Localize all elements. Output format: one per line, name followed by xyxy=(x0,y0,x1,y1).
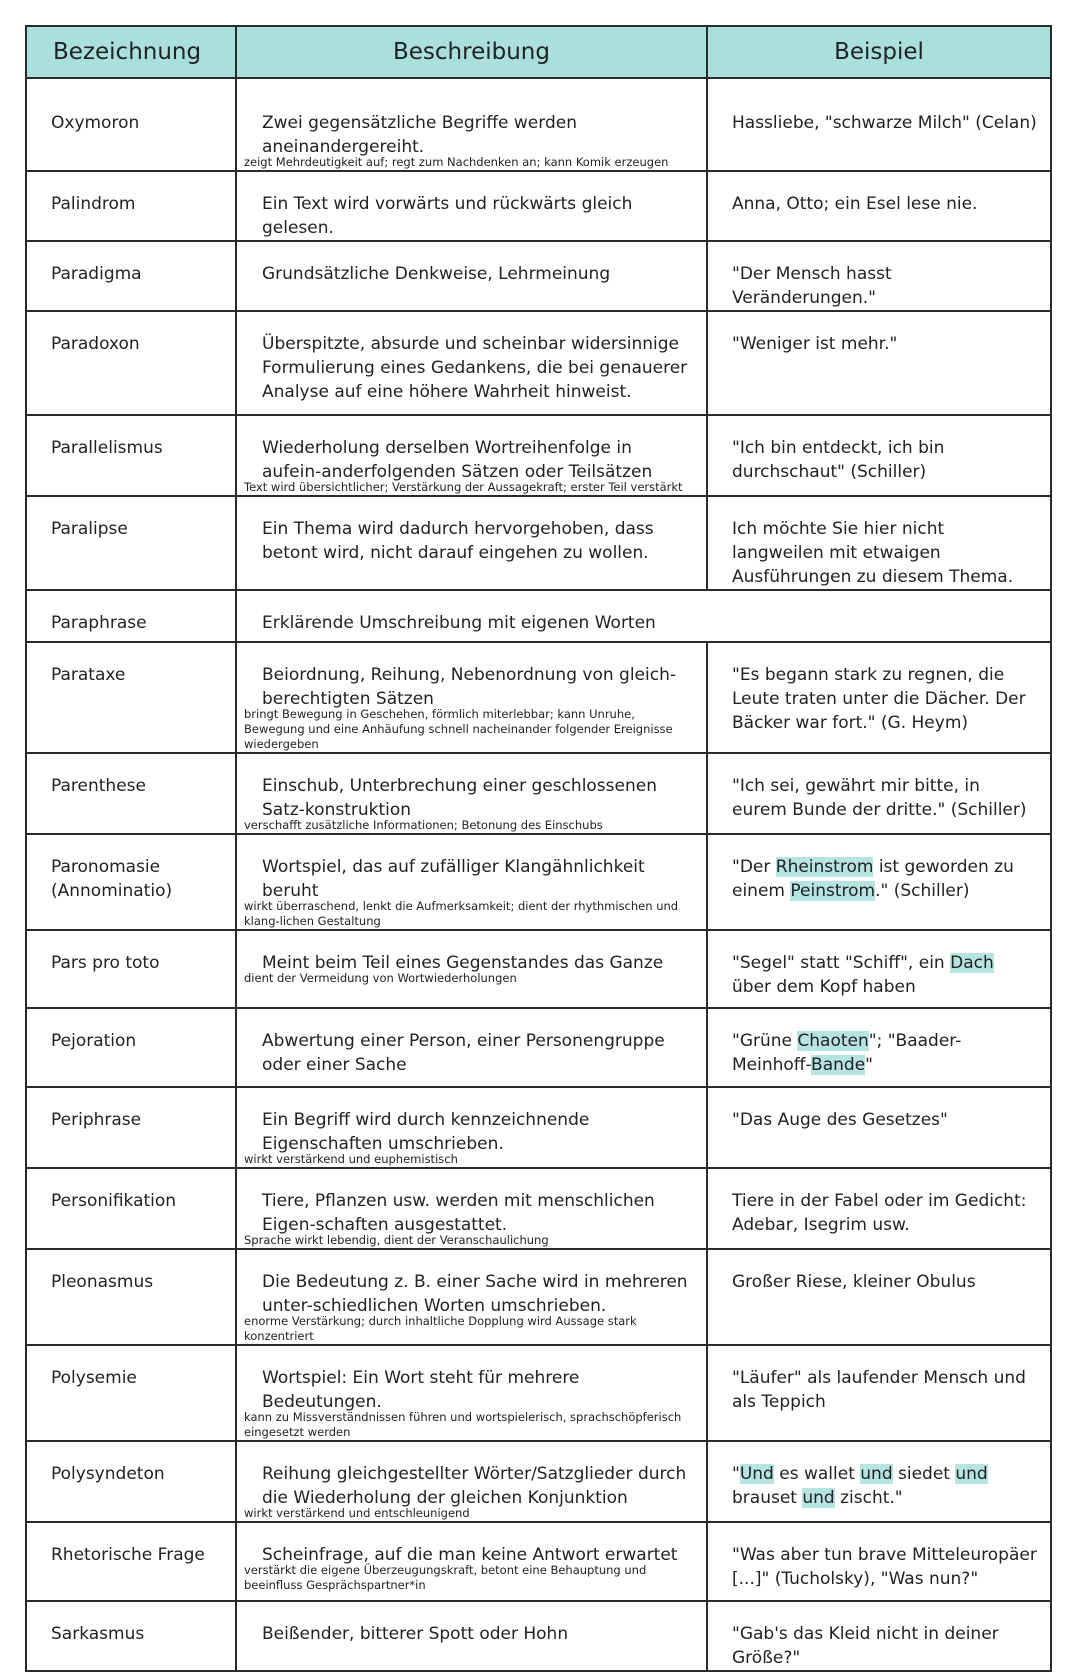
term-text: Parallelismus xyxy=(51,438,163,458)
description-cell xyxy=(236,415,707,496)
example-text: ." (Schiller) xyxy=(875,881,970,901)
header-description: Beschreibung xyxy=(236,26,707,78)
term-text: Paraphrase xyxy=(51,613,147,633)
example-text: "Gab's das Kleid nicht in deiner Größe?" xyxy=(732,1624,999,1668)
effect-note: wirkt überraschend, lenkt die Aufmerksamkeit; dient der rhythmischen und klang-lichen Gestaltung xyxy=(244,899,679,928)
table-body xyxy=(26,78,1051,1671)
highlighted-word: Bande xyxy=(811,1055,866,1075)
term-cell xyxy=(26,1441,236,1522)
term-text: Paralipse xyxy=(51,519,128,539)
term-cell xyxy=(26,1249,236,1345)
example-text: Großer Riese, kleiner Obulus xyxy=(732,1272,976,1292)
effect-note: wirkt verstärkend und entschleunigend xyxy=(244,1506,470,1520)
effect-note: Text wird übersichtlicher; Verstärkung der Aussagekraft; erster Teil verstärkt xyxy=(244,480,683,494)
term-cell xyxy=(26,1345,236,1441)
example-cell xyxy=(707,1601,1051,1671)
table-row xyxy=(26,1345,1051,1441)
header-term: Bezeichnung xyxy=(26,26,236,78)
term-text: Periphrase xyxy=(51,1110,142,1130)
term-cell xyxy=(26,78,236,171)
example-text: " xyxy=(865,1055,873,1075)
description-text: Ein Begriff wird durch kennzeichnende Eigenschaften umschrieben. xyxy=(262,1110,590,1154)
highlighted-word: Dach xyxy=(950,953,994,973)
example-text: "Das Auge des Gesetzes" xyxy=(732,1110,948,1130)
description-text: Abwertung einer Person, einer Personengruppe oder einer Sache xyxy=(262,1031,665,1075)
example-text: "Ich sei, gewährt mir bitte, in eurem Bunde der dritte." (Schiller) xyxy=(732,776,1027,820)
term-cell xyxy=(26,241,236,311)
effect-note: kann zu Missverständnissen führen und wortspielerisch, sprachschöpferisch eingesetzt werden xyxy=(244,1410,682,1439)
example-text: siedet xyxy=(892,1464,956,1484)
example-cell xyxy=(707,241,1051,311)
description-cell xyxy=(236,171,707,241)
effect-note: verschafft zusätzliche Informationen; Betonung des Einschubs xyxy=(244,818,603,832)
description-text: Scheinfrage, auf die man keine Antwort erwartet xyxy=(262,1545,678,1565)
stylistic-devices-table xyxy=(25,25,1052,1672)
description-text: Wortspiel, das auf zufälliger Klangähnlichkeit beruht xyxy=(262,857,645,901)
table-row xyxy=(26,1168,1051,1249)
example-text: "Weniger ist mehr." xyxy=(732,334,898,354)
term-cell xyxy=(26,642,236,753)
description-text: Die Bedeutung z. B. einer Sache wird in mehreren unter-schiedlichen Worten umschrieben. xyxy=(262,1272,688,1316)
effect-note: wirkt verstärkend und euphemistisch xyxy=(244,1152,458,1166)
example-cell xyxy=(707,753,1051,834)
term-cell xyxy=(26,1601,236,1671)
description-text: Ein Thema wird dadurch hervorgehoben, dass betont wird, nicht darauf eingehen zu wollen. xyxy=(262,519,654,563)
description-cell xyxy=(236,1601,707,1671)
description-text: Grundsätzliche Denkweise, Lehrmeinung xyxy=(262,264,611,284)
example-text: "Segel" statt "Schiff", ein xyxy=(732,953,951,973)
example-text: "Der xyxy=(732,857,776,877)
term-text: Paradigma xyxy=(51,264,142,284)
highlighted-word: Rheinstrom xyxy=(775,857,874,877)
example-cell xyxy=(707,930,1051,1008)
example-text: ist geworden zu einem xyxy=(732,857,1014,901)
example-cell xyxy=(707,834,1051,930)
example-text: " xyxy=(732,1464,740,1484)
table-row xyxy=(26,1441,1051,1522)
term-cell xyxy=(26,1087,236,1168)
example-cell xyxy=(707,496,1051,590)
term-cell xyxy=(26,1008,236,1087)
table-row xyxy=(26,311,1051,415)
term-cell xyxy=(26,1168,236,1249)
example-cell xyxy=(707,1008,1051,1087)
highlighted-word: und xyxy=(802,1488,835,1508)
table-row xyxy=(26,78,1051,171)
example-cell xyxy=(707,311,1051,415)
example-cell xyxy=(707,171,1051,241)
description-cell xyxy=(236,753,707,834)
description-text: Überspitzte, absurde und scheinbar widersinnige Formulierung eines Gedankens, die bei genauerer Analyse auf eine höhere Wahrheit hinweist. xyxy=(262,334,688,402)
description-text: Wortspiel: Ein Wort steht für mehrere Bedeutungen. xyxy=(262,1368,580,1412)
example-text: "Läufer" als laufender Mensch und als Teppich xyxy=(732,1368,1026,1412)
effect-note: dient der Vermeidung von Wortwiederholungen xyxy=(244,971,517,985)
description-text: Beiordnung, Reihung, Nebenordnung von gleich-berechtigten Sätzen xyxy=(262,665,676,709)
description-text: Reihung gleichgestellter Wörter/Satzglieder durch die Wiederholung der gleichen Konjunktion xyxy=(262,1464,687,1508)
example-text: "Grüne xyxy=(732,1031,798,1051)
description-cell xyxy=(236,1008,707,1087)
table-header-row xyxy=(26,26,1051,78)
table-row xyxy=(26,930,1051,1008)
example-text: über dem Kopf haben xyxy=(732,977,916,997)
term-cell xyxy=(26,171,236,241)
table-row xyxy=(26,241,1051,311)
term-cell xyxy=(26,590,236,642)
table-row xyxy=(26,590,1051,642)
description-text: Erklärende Umschreibung mit eigenen Worten xyxy=(262,613,656,633)
description-text: Einschub, Unterbrechung einer geschlossenen Satz-konstruktion xyxy=(262,776,657,820)
description-text: Zwei gegensätzliche Begriffe werden aneinandergereiht. xyxy=(262,113,577,157)
term-text: Sarkasmus xyxy=(51,1624,145,1644)
table-row xyxy=(26,1522,1051,1601)
description-text: Tiere, Pflanzen usw. werden mit menschlichen Eigen-schaften ausgestattet. xyxy=(262,1191,655,1235)
highlighted-word: und xyxy=(860,1464,893,1484)
description-cell xyxy=(236,1345,707,1441)
table-row xyxy=(26,171,1051,241)
term-cell xyxy=(26,834,236,930)
highlighted-word: Und xyxy=(739,1464,774,1484)
example-text: "; "Baader-Meinhoff- xyxy=(732,1031,962,1075)
description-cell xyxy=(236,1168,707,1249)
effect-note: zeigt Mehrdeutigkeit auf; regt zum Nachdenken an; kann Komik erzeugen xyxy=(244,155,669,169)
example-text: "Der Mensch hasst Veränderungen." xyxy=(732,264,892,308)
effect-note: Sprache wirkt lebendig, dient der Veranschaulichung xyxy=(244,1233,549,1247)
term-text: Pleonasmus xyxy=(51,1272,154,1292)
table-row xyxy=(26,415,1051,496)
example-cell xyxy=(707,1441,1051,1522)
highlighted-word: und xyxy=(955,1464,988,1484)
term-text: Pars pro toto xyxy=(51,953,160,973)
example-text: zischt." xyxy=(834,1488,903,1508)
example-text: "Es begann stark zu regnen, die Leute traten unter die Dächer. Der Bäcker war fort." (G. Heym) xyxy=(732,665,1026,733)
highlighted-word: Peinstrom xyxy=(790,881,876,901)
description-cell xyxy=(236,311,707,415)
header-example: Beispiel xyxy=(707,26,1051,78)
effect-note: bringt Bewegung in Geschehen, förmlich miterlebbar; kann Unruhe, Bewegung und eine Anhäufung schnell nacheinander folgender Ereignisse wiedergeben xyxy=(244,707,673,751)
term-text: Pejoration xyxy=(51,1031,137,1051)
table-row xyxy=(26,753,1051,834)
term-cell xyxy=(26,311,236,415)
example-cell xyxy=(707,642,1051,753)
description-cell xyxy=(236,930,707,1008)
example-cell xyxy=(707,1522,1051,1601)
description-cell xyxy=(236,1087,707,1168)
description-cell xyxy=(236,590,1051,642)
description-cell xyxy=(236,78,707,171)
example-text: brauset xyxy=(732,1488,803,1508)
table-row xyxy=(26,642,1051,753)
table-row xyxy=(26,1008,1051,1087)
description-cell xyxy=(236,241,707,311)
description-cell xyxy=(236,834,707,930)
effect-note: verstärkt die eigene Überzeugungskraft, betont eine Behauptung und beeinfluss Gesprächspartner*in xyxy=(244,1563,647,1592)
term-cell xyxy=(26,415,236,496)
term-cell xyxy=(26,930,236,1008)
term-text: Personifikation xyxy=(51,1191,177,1211)
term-text: Oxymoron xyxy=(51,113,140,133)
example-cell xyxy=(707,415,1051,496)
description-text: Ein Text wird vorwärts und rückwärts gleich gelesen. xyxy=(262,194,633,238)
description-cell xyxy=(236,496,707,590)
example-cell xyxy=(707,1345,1051,1441)
table-row xyxy=(26,496,1051,590)
term-cell xyxy=(26,496,236,590)
example-text: "Ich bin entdeckt, ich bin durchschaut" (Schiller) xyxy=(732,438,945,482)
term-cell xyxy=(26,1522,236,1601)
example-text: Anna, Otto; ein Esel lese nie. xyxy=(732,194,978,214)
term-text: Polysyndeton xyxy=(51,1464,165,1484)
example-text: es wallet xyxy=(773,1464,861,1484)
example-cell xyxy=(707,1087,1051,1168)
term-text: Parenthese xyxy=(51,776,146,796)
table-row xyxy=(26,1249,1051,1345)
example-text: Ich möchte Sie hier nicht langweilen mit etwaigen Ausführungen zu diesem Thema. xyxy=(732,519,1014,587)
example-text: Tiere in der Fabel oder im Gedicht: Adebar, Isegrim usw. xyxy=(732,1191,1027,1235)
description-cell xyxy=(236,1249,707,1345)
term-cell xyxy=(26,753,236,834)
term-text: Palindrom xyxy=(51,194,136,214)
example-cell xyxy=(707,1249,1051,1345)
example-cell xyxy=(707,78,1051,171)
description-text: Meint beim Teil eines Gegenstandes das Ganze xyxy=(262,953,664,973)
description-text: Wiederholung derselben Wortreihenfolge in aufein-anderfolgenden Sätzen oder Teilsätzen xyxy=(262,438,653,482)
description-cell xyxy=(236,1522,707,1601)
example-cell xyxy=(707,1168,1051,1249)
effect-note: enorme Verstärkung; durch inhaltliche Dopplung wird Aussage stark konzentriert xyxy=(244,1314,637,1343)
table-row xyxy=(26,1601,1051,1671)
term-text: Rhetorische Frage xyxy=(51,1545,205,1565)
table-row xyxy=(26,1087,1051,1168)
term-text: Paradoxon xyxy=(51,334,140,354)
table-row xyxy=(26,834,1051,930)
description-cell xyxy=(236,1441,707,1522)
term-text: Parataxe xyxy=(51,665,126,685)
term-text: Paronomasie (Annominatio) xyxy=(51,857,173,901)
highlighted-word: Chaoten xyxy=(797,1031,869,1051)
example-text: Hassliebe, "schwarze Milch" (Celan) xyxy=(732,113,1037,133)
example-text: "Was aber tun brave Mitteleuropäer [...]" (Tucholsky), "Was nun?" xyxy=(732,1545,1037,1589)
description-cell xyxy=(236,642,707,753)
description-text: Beißender, bitterer Spott oder Hohn xyxy=(262,1624,569,1644)
term-text: Polysemie xyxy=(51,1368,137,1388)
